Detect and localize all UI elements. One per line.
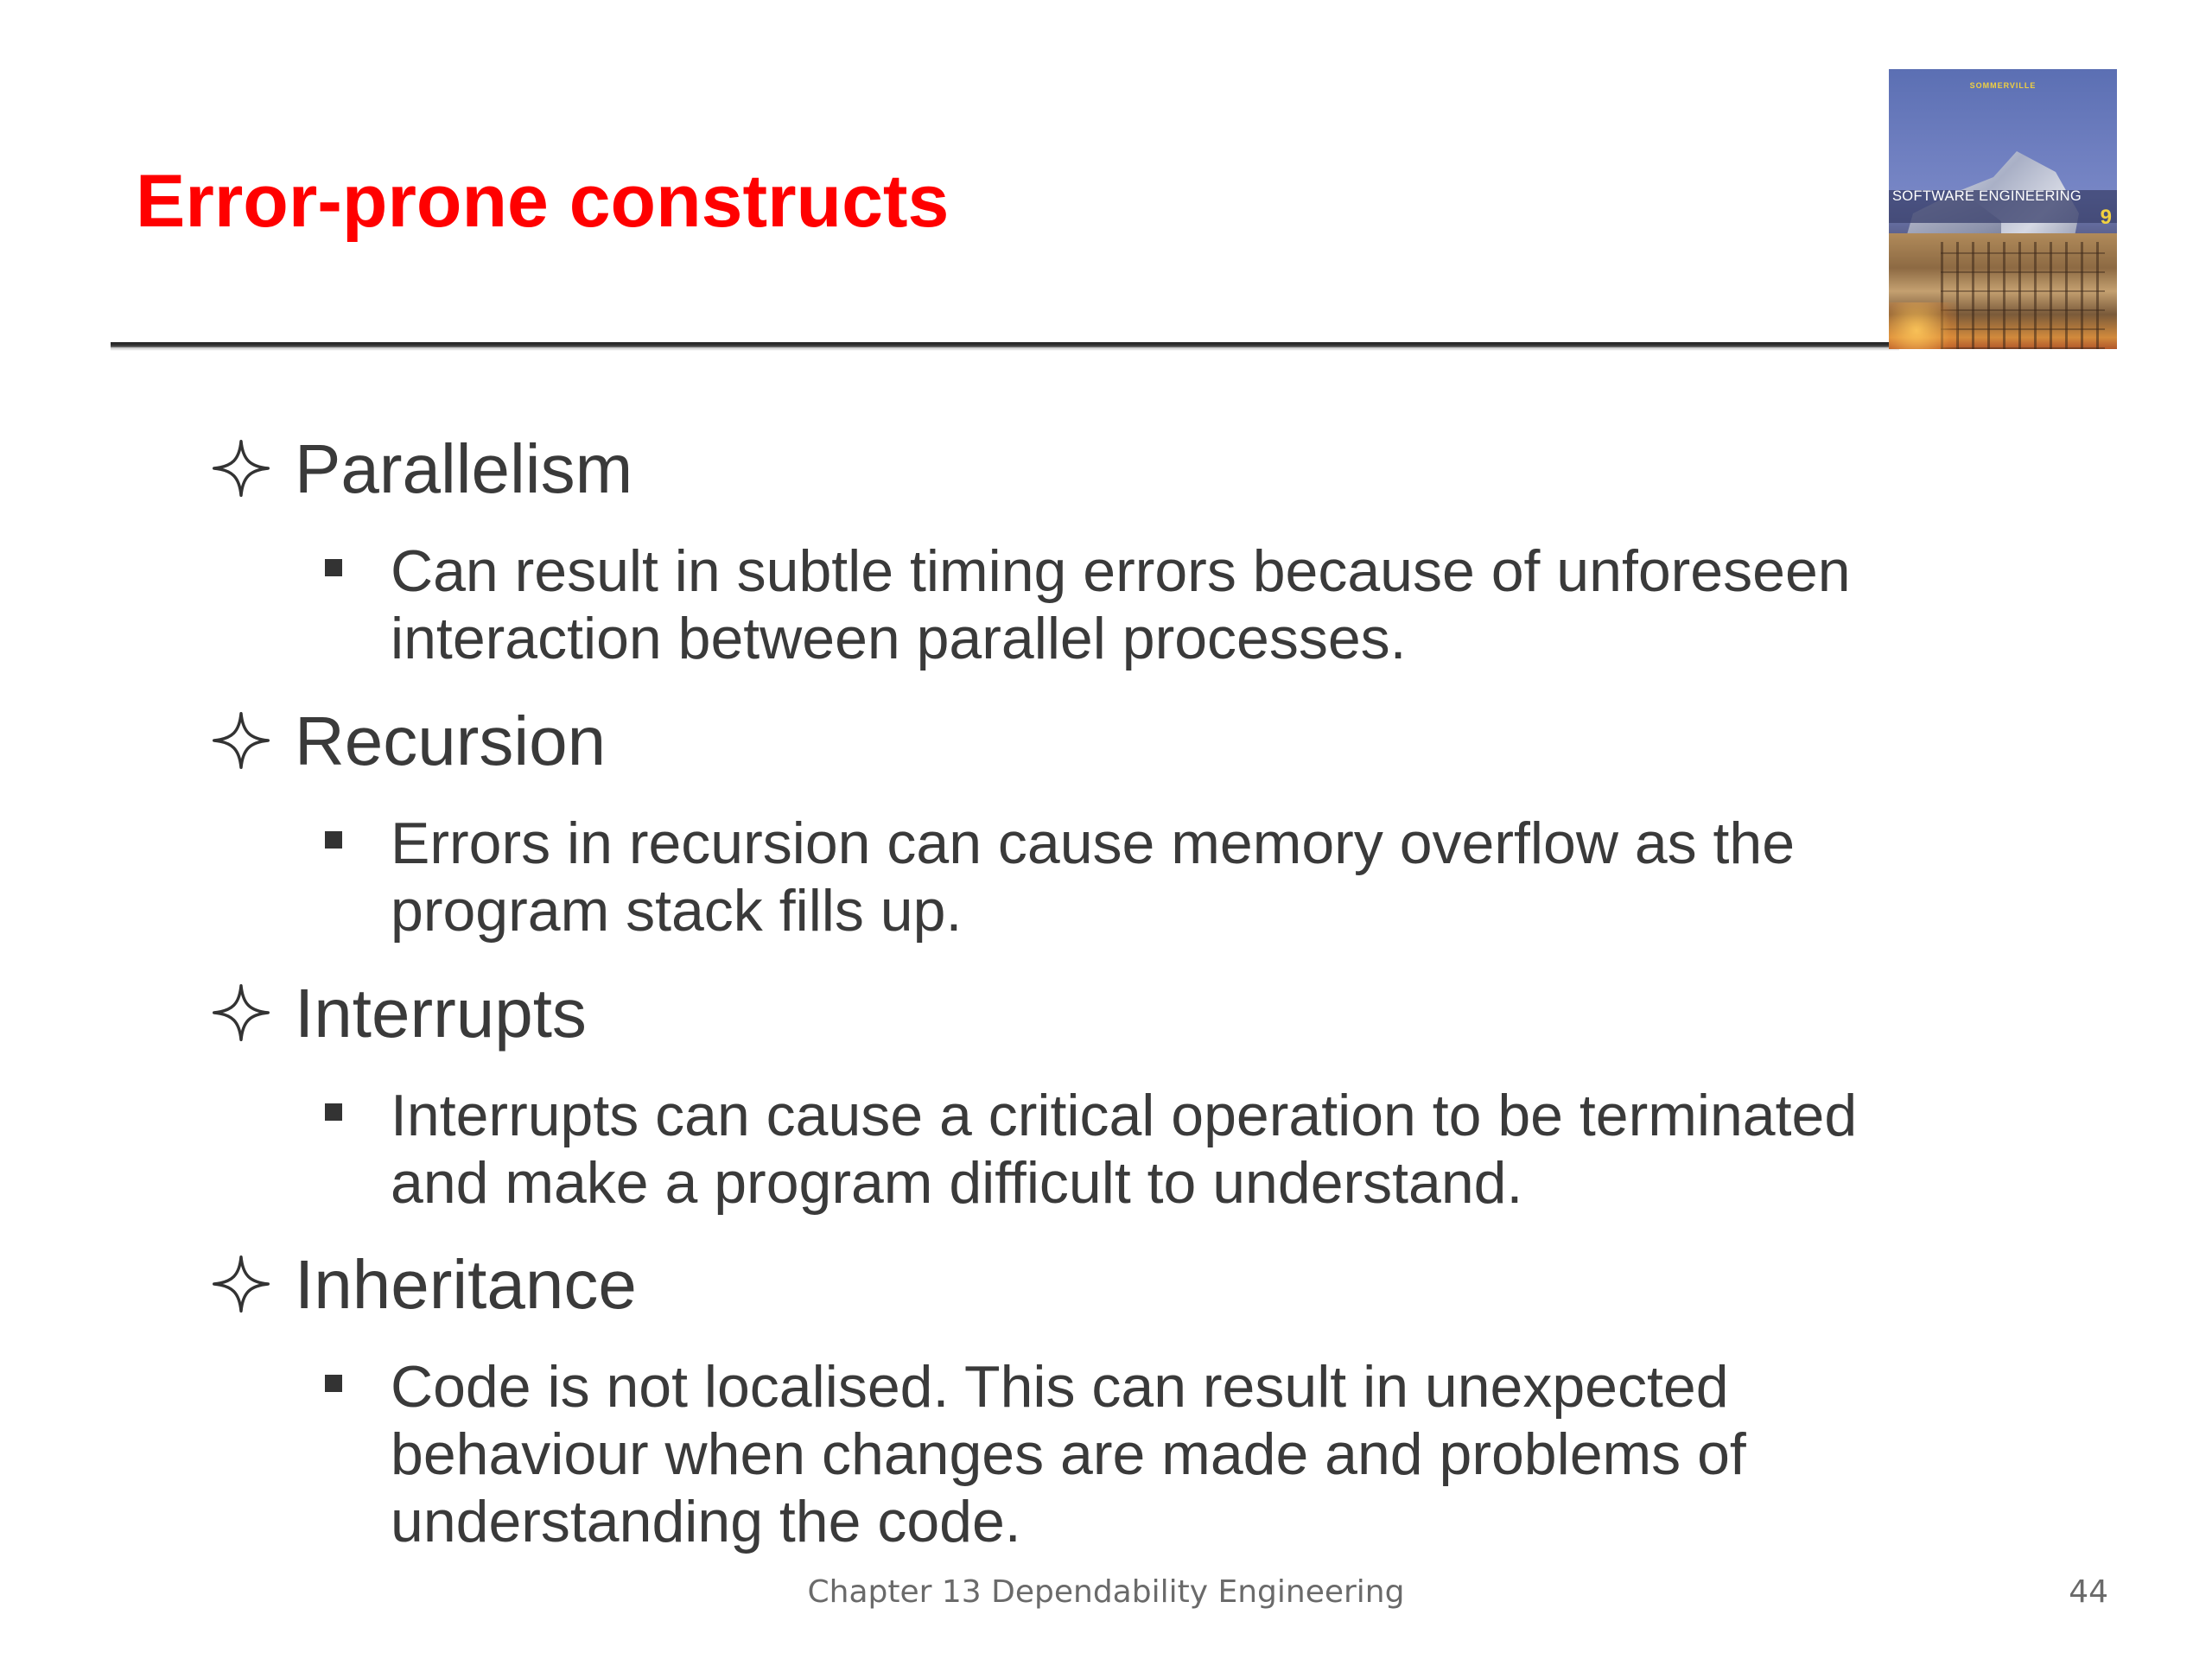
- bullet-detail: [325, 537, 1967, 672]
- bullet-detail: [325, 1353, 1967, 1555]
- book-cover-author: SOMMERVILLE: [1969, 81, 2037, 90]
- four-point-star-icon: [212, 983, 270, 1042]
- four-point-star-icon: [212, 1255, 270, 1313]
- square-bullet-icon: [325, 1103, 342, 1121]
- bullet-heading: [212, 702, 607, 779]
- bullet-heading-text: Interrupts: [295, 975, 587, 1052]
- book-cover-scaffold-shape: [1941, 242, 2105, 349]
- book-cover-image: [1889, 69, 2117, 349]
- title-divider-shadow: [111, 347, 1899, 351]
- square-bullet-icon: [325, 1375, 342, 1392]
- square-bullet-icon: [325, 559, 342, 576]
- book-cover-light-shape: [1889, 302, 1958, 349]
- bullet-detail: [325, 810, 1967, 944]
- slide-footer: Chapter 13 Dependability Engineering: [807, 1574, 1405, 1610]
- slide-title: Error-prone constructs: [136, 160, 950, 243]
- book-cover-title: SOFTWARE ENGINEERING: [1892, 188, 2082, 204]
- bullet-heading: [212, 1246, 637, 1323]
- four-point-star-icon: [212, 439, 270, 498]
- bullet-heading-text: Recursion: [295, 702, 607, 779]
- bullet-detail-text: Can result in subtle timing errors because of unforeseen interaction between parallel processes.: [391, 538, 1851, 671]
- bullet-detail-text: Interrupts can cause a critical operation to be terminated and make a program difficult to understand.: [391, 1083, 1858, 1216]
- bullet-heading-text: Parallelism: [295, 430, 633, 507]
- book-cover-edition: 9: [2100, 206, 2112, 229]
- bullet-detail: [325, 1082, 1967, 1217]
- bullet-heading: [212, 975, 587, 1052]
- bullet-detail-text: Errors in recursion can cause memory overflow as the program stack fills up.: [391, 810, 1796, 944]
- bullet-heading-text: Inheritance: [295, 1246, 637, 1323]
- bullet-heading: [212, 430, 633, 507]
- four-point-star-icon: [212, 711, 270, 770]
- slide-page-number: 44: [2069, 1574, 2108, 1610]
- bullet-detail-text: Code is not localised. This can result in unexpected behaviour when changes are made and problems of understanding the code.: [391, 1354, 1746, 1554]
- square-bullet-icon: [325, 831, 342, 849]
